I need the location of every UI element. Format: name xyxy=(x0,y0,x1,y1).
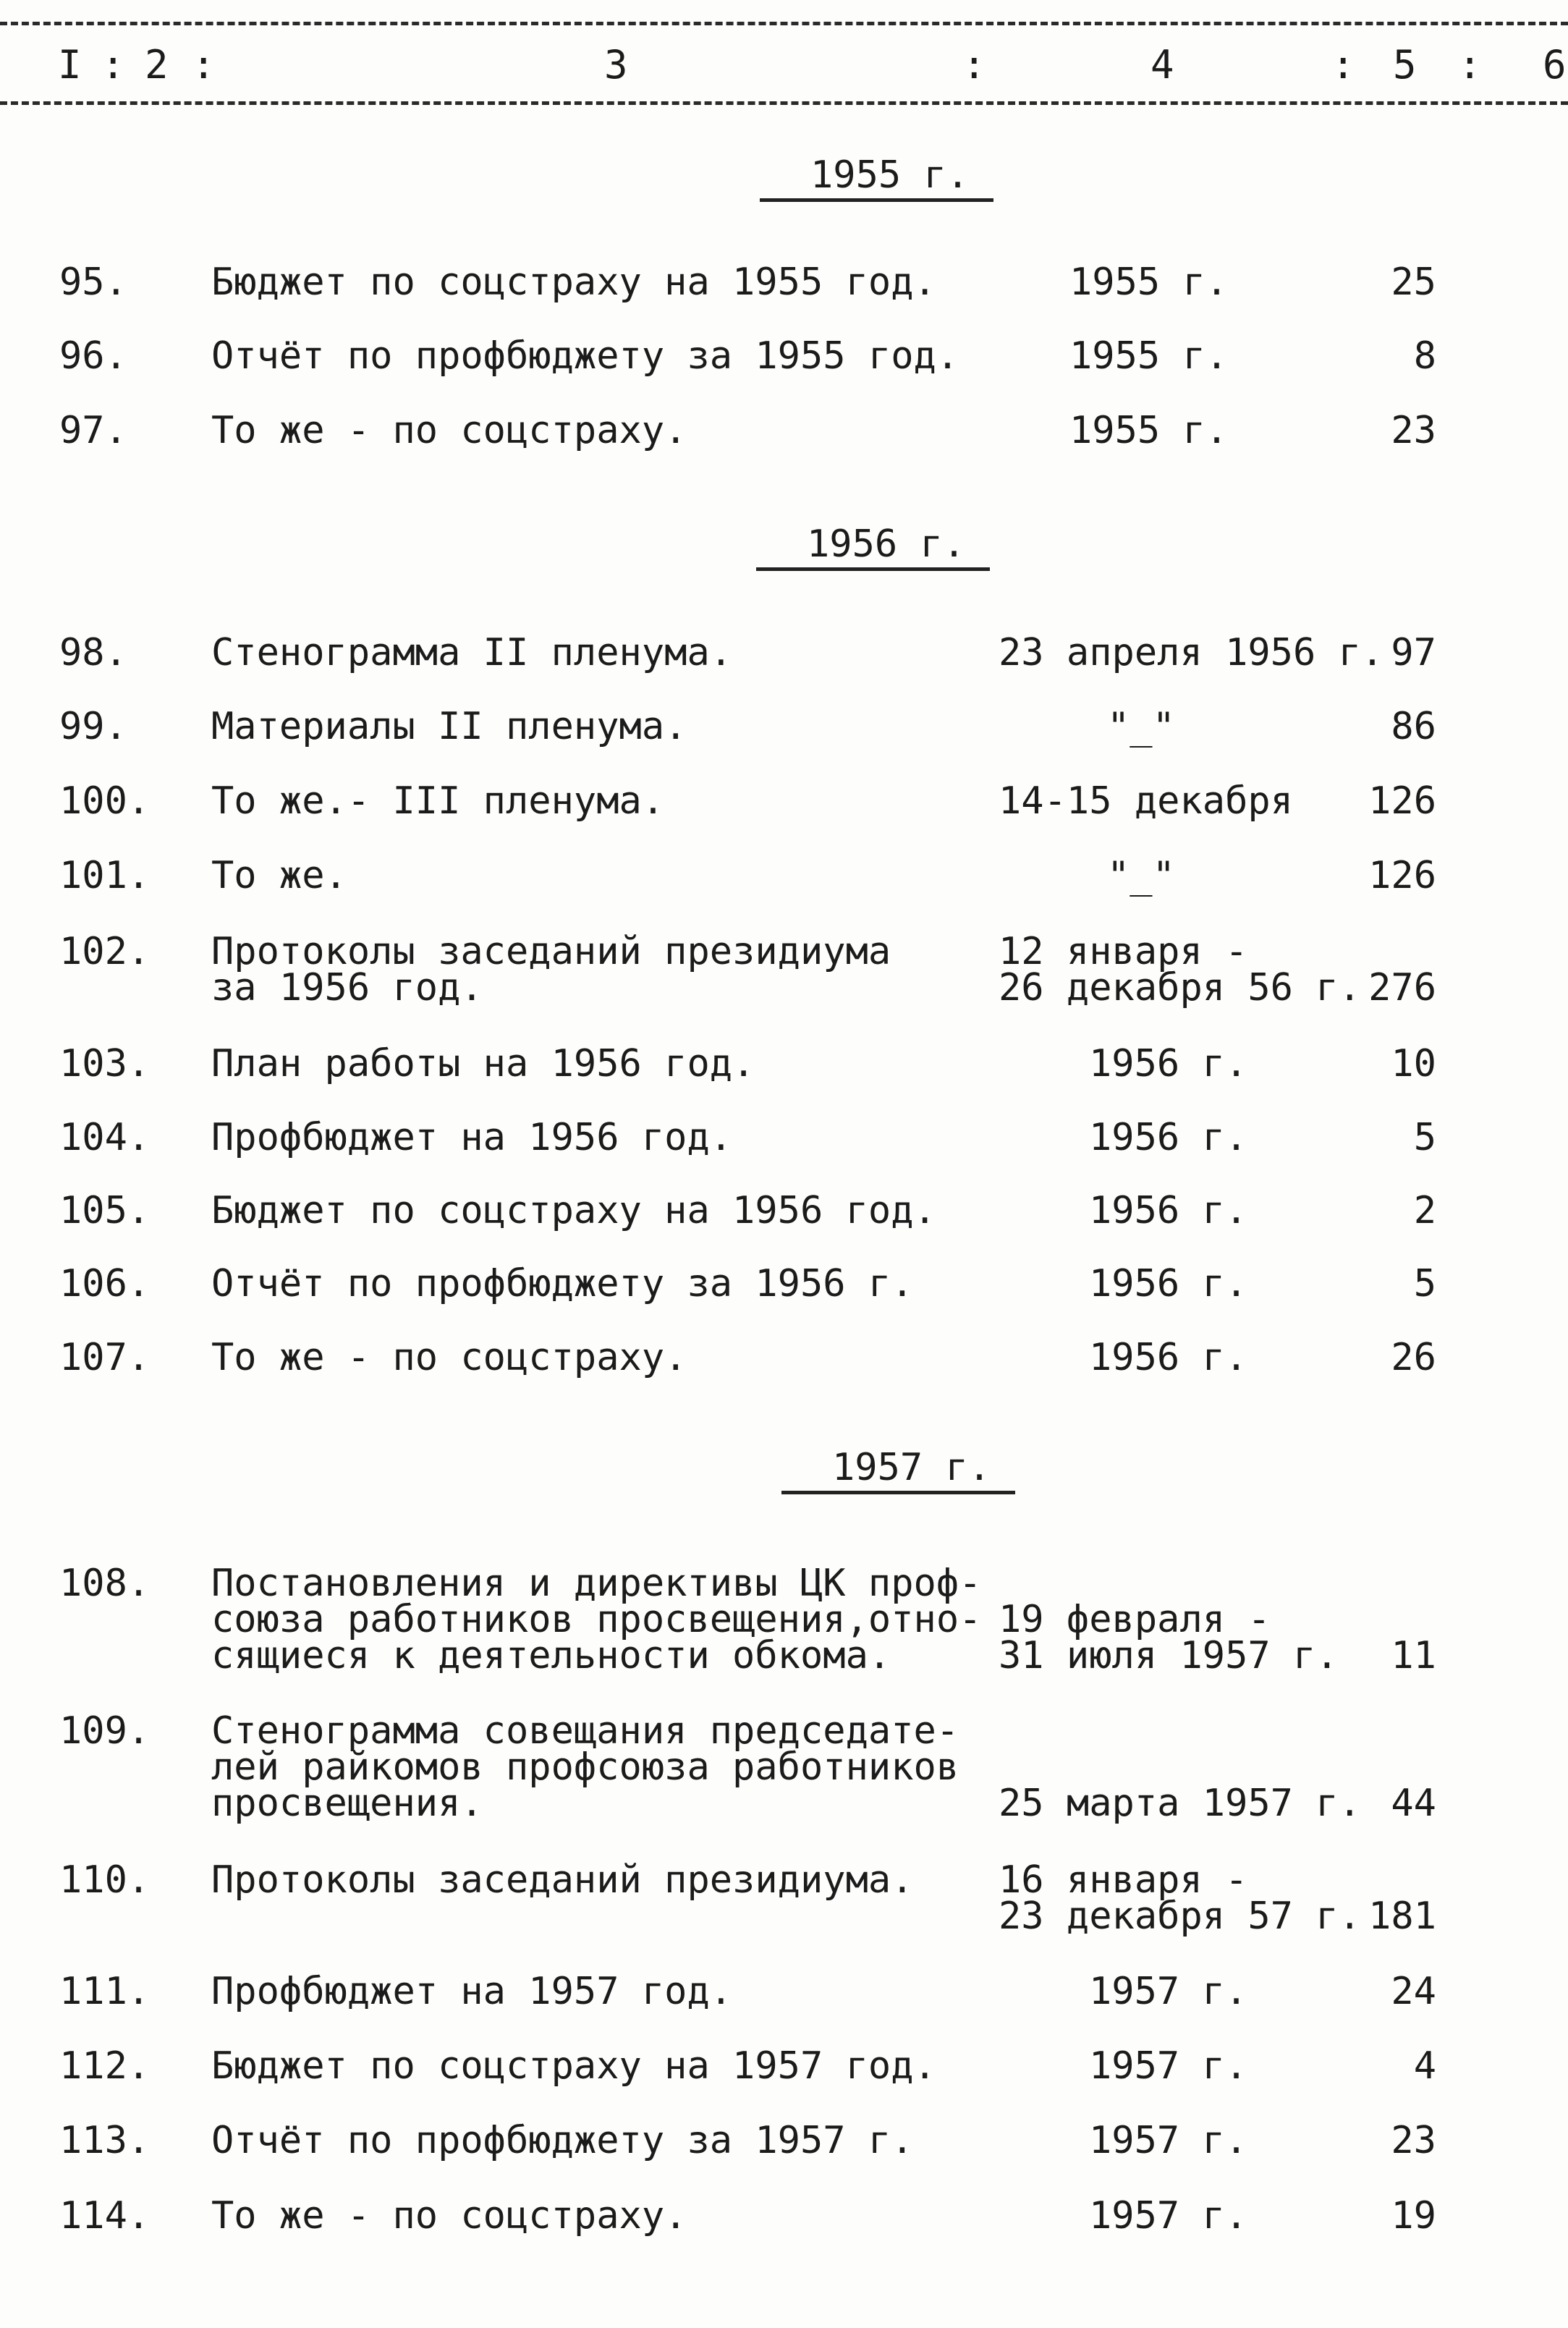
row-number: 109. xyxy=(59,1709,151,1753)
header-separator: : xyxy=(101,42,125,88)
row-title: То же - по соцстраху. xyxy=(211,1336,687,1379)
row-title: Материалы II пленума. xyxy=(211,705,687,748)
row-date: 1956 г. xyxy=(1089,1189,1248,1232)
row-title: Бюджет по соцстраху на 1955 год. xyxy=(211,261,936,304)
row-date: 16 января - xyxy=(999,1858,1248,1902)
row-date: 1956 г. xyxy=(1089,1262,1248,1305)
header-separator: : xyxy=(962,42,986,88)
header-top-rule xyxy=(0,22,1568,25)
row-date: 19 февраля - xyxy=(999,1598,1271,1641)
header-col-1: I xyxy=(58,42,82,88)
row-count: 26 xyxy=(1391,1336,1436,1379)
row-date: 1956 г. xyxy=(1089,1116,1248,1159)
row-date-ditto: "_" xyxy=(1107,705,1175,748)
row-count: 19 xyxy=(1391,2194,1436,2238)
row-number: 100. xyxy=(59,779,151,823)
header-col-5: 5 xyxy=(1393,42,1417,88)
row-date: 23 апреля 1956 г. xyxy=(999,631,1384,674)
row-date: 1955 г. xyxy=(1069,334,1229,378)
row-title-cont: сящиеся к деятельности обкома. xyxy=(211,1634,891,1677)
header-bottom-rule xyxy=(0,101,1568,105)
row-count: 276 xyxy=(1368,966,1436,1009)
section-title-1956: 1956 г. xyxy=(756,522,990,571)
row-number: 102. xyxy=(59,930,151,973)
row-count: 86 xyxy=(1391,705,1436,748)
section-title-1957: 1957 г. xyxy=(781,1446,1015,1494)
row-title-cont: союза работников просвещения,отно- xyxy=(211,1598,982,1641)
row-date: 1955 г. xyxy=(1069,409,1229,452)
row-title: Протоколы заседаний президиума. xyxy=(211,1858,914,1902)
header-col-6: 6 xyxy=(1543,42,1567,88)
row-number: 110. xyxy=(59,1858,151,1902)
row-title: То же. xyxy=(211,854,347,897)
row-count: 5 xyxy=(1413,1116,1436,1159)
row-number: 107. xyxy=(59,1336,151,1379)
row-title-cont: лей райкомов профсоюза работников xyxy=(211,1745,959,1789)
row-title: Бюджет по соцстраху на 1957 год. xyxy=(211,2044,936,2088)
row-date: 1957 г. xyxy=(1089,2194,1248,2238)
row-title: Отчёт по профбюджету за 1956 г. xyxy=(211,1262,914,1305)
header-col-2: 2 xyxy=(145,42,169,88)
header-col-4: 4 xyxy=(1150,42,1174,88)
row-number: 98. xyxy=(59,631,127,674)
header-separator: : xyxy=(1331,42,1355,88)
row-date-cont: 26 декабря 56 г. xyxy=(999,966,1361,1009)
row-title: Профбюджет на 1956 год. xyxy=(211,1116,733,1159)
row-number: 105. xyxy=(59,1189,151,1232)
row-date: 1957 г. xyxy=(1089,2044,1248,2088)
row-count: 97 xyxy=(1391,631,1436,674)
row-date: 25 марта 1957 г. xyxy=(999,1782,1361,1825)
row-title: Постановления и директивы ЦК проф- xyxy=(211,1562,982,1605)
row-number: 103. xyxy=(59,1042,151,1085)
row-title: Отчёт по профбюджету за 1955 год. xyxy=(211,334,959,378)
row-title: То же - по соцстраху. xyxy=(211,409,687,452)
row-title: Отчёт по профбюджету за 1957 г. xyxy=(211,2119,914,2162)
row-count: 10 xyxy=(1391,1042,1436,1085)
row-number: 95. xyxy=(59,261,127,304)
row-count: 23 xyxy=(1391,409,1436,452)
row-title: То же.- III пленума. xyxy=(211,779,665,823)
row-title: То же - по соцстраху. xyxy=(211,2194,687,2238)
row-number: 97. xyxy=(59,409,127,452)
row-title: Бюджет по соцстраху на 1956 год. xyxy=(211,1189,936,1232)
header-col-3: 3 xyxy=(604,42,628,88)
row-date-cont: 23 декабря 57 г. xyxy=(999,1895,1361,1938)
row-date-ditto: "_" xyxy=(1107,854,1175,897)
row-title-cont: за 1956 год. xyxy=(211,966,483,1009)
row-title: Стенограмма II пленума. xyxy=(211,631,733,674)
row-title: Стенограмма совещания председате- xyxy=(211,1709,959,1753)
row-count: 181 xyxy=(1368,1895,1436,1938)
row-number: 106. xyxy=(59,1262,151,1305)
header-separator: : xyxy=(192,42,216,88)
row-title: План работы на 1956 год. xyxy=(211,1042,755,1085)
row-title-cont: просвещения. xyxy=(211,1782,483,1825)
row-title: Протоколы заседаний президиума xyxy=(211,930,891,973)
row-number: 113. xyxy=(59,2119,151,2162)
row-date: 1956 г. xyxy=(1089,1336,1248,1379)
row-date: 14-15 декабря xyxy=(999,779,1293,823)
row-number: 104. xyxy=(59,1116,151,1159)
row-number: 114. xyxy=(59,2194,151,2238)
row-number: 108. xyxy=(59,1562,151,1605)
row-number: 96. xyxy=(59,334,127,378)
row-count: 4 xyxy=(1413,2044,1436,2088)
row-count: 44 xyxy=(1391,1782,1436,1825)
row-count: 5 xyxy=(1413,1262,1436,1305)
row-date: 1955 г. xyxy=(1069,261,1229,304)
row-count: 11 xyxy=(1391,1634,1436,1677)
row-count: 126 xyxy=(1368,854,1436,897)
row-number: 99. xyxy=(59,705,127,748)
row-date: 1957 г. xyxy=(1089,2119,1248,2162)
header-separator: : xyxy=(1458,42,1482,88)
row-count: 2 xyxy=(1413,1189,1436,1232)
row-count: 126 xyxy=(1368,779,1436,823)
row-count: 25 xyxy=(1391,261,1436,304)
row-count: 23 xyxy=(1391,2119,1436,2162)
row-count: 8 xyxy=(1413,334,1436,378)
row-number: 111. xyxy=(59,1970,151,2013)
section-title-1955: 1955 г. xyxy=(760,153,993,202)
row-count: 24 xyxy=(1391,1970,1436,2013)
row-date: 12 января - xyxy=(999,930,1248,973)
row-number: 101. xyxy=(59,854,151,897)
row-date: 1957 г. xyxy=(1089,1970,1248,2013)
row-date-cont: 31 июля 1957 г. xyxy=(999,1634,1339,1677)
row-number: 112. xyxy=(59,2044,151,2088)
row-date: 1956 г. xyxy=(1089,1042,1248,1085)
row-title: Профбюджет на 1957 год. xyxy=(211,1970,733,2013)
